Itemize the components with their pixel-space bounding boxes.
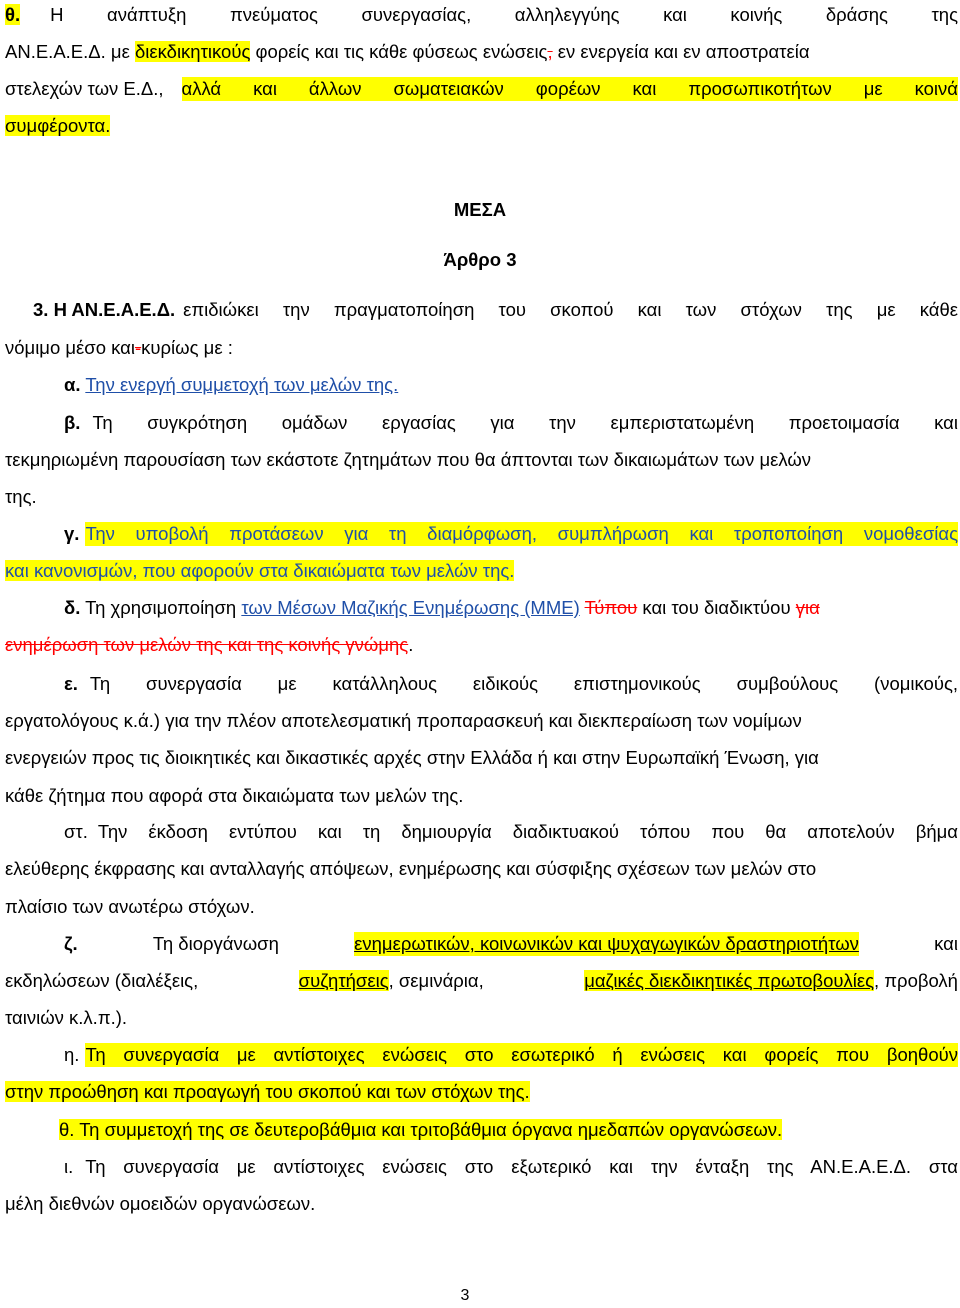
article-heading: Άρθρο 3: [443, 249, 517, 270]
alpha-marker: α.: [64, 374, 81, 395]
section-heading: ΜΕΣΑ: [453, 199, 507, 220]
beta-line-1-text: Τη συγκρότηση ομάδων εργασίας για την εμπεριστατωμένη προετοιμασία και: [92, 412, 958, 433]
st-line-2: ελεύθερης έκφρασης και ανταλλαγής απόψεων, ενημέρωσης και σύσφιξης σχέσεων των μελών στο: [5, 858, 817, 879]
intro-line-2c: κυρίως με :: [141, 337, 233, 358]
epsilon-line-2: εργατολόγους κ.ά.) για την πλέον αποτελεσματική προπαρασκευή και διεκπεραίωση των νομίμων: [5, 710, 802, 731]
zeta-activities-text: ενημερωτικών, κοινωνικών και ψυχαγωγικών δραστηριοτήτων: [354, 933, 859, 954]
iota-marker: ι.: [64, 1156, 74, 1177]
zeta-line-2: [5, 969, 958, 993]
iota-line-2: μέλη διεθνών ομοειδών οργανώσεων.: [5, 1193, 316, 1214]
beta-marker: β.: [64, 412, 81, 433]
epsilon-line-1: [64, 672, 958, 696]
theta-line-3-highlight: αλλά και άλλων σωματειακών φορέων και προσωπικοτήτων με κοινά: [181, 78, 958, 99]
delta-text-a: Τη χρησιμοποίηση: [85, 597, 237, 618]
zeta-line-1c: και: [934, 933, 958, 954]
theta-line-1-text: Η ανάπτυξη πνεύματος συνεργασίας, αλληλεγγύης και κοινής δράσης της: [50, 4, 958, 25]
theta-line-2-highlight: διεκδικητικούς: [134, 41, 251, 62]
theta-line-3a: στελεχών των Ε.Δ.,: [5, 78, 164, 99]
st-line-3: πλαίσιο των ανωτέρω στόχων.: [5, 896, 255, 917]
theta-paragraph-line-3: [5, 77, 958, 101]
eta-line-2: [5, 1080, 530, 1104]
theta-item-text: θ. Τη συμμετοχή της σε δευτεροβάθμια και τριτοβάθμια όργανα ημεδαπών οργανώσεων.: [59, 1119, 783, 1140]
zeta-discussions-text: συζητήσεις: [298, 970, 389, 991]
eta-line-2-text: στην προώθηση και προαγωγή του σκοπού και των στόχων της.: [5, 1081, 530, 1102]
theta-line-2-deleted: ,: [547, 41, 553, 62]
theta-item: [59, 1118, 782, 1142]
alpha-item: [64, 373, 398, 397]
iota-line-1: [64, 1155, 958, 1179]
theta-paragraph-line-1: [5, 3, 958, 27]
intro-line-2a: νόμιμο μέσο και: [5, 337, 135, 358]
theta-line-2e: εν ενεργεία και εν αποστρατεία: [557, 41, 810, 62]
delta-marker: δ.: [64, 597, 81, 618]
gamma-line-1: [64, 522, 958, 546]
theta-marker: θ.: [5, 4, 21, 25]
zeta-line-2e: , προβολή: [874, 970, 958, 991]
theta-line-4: συμφέροντα.: [5, 115, 111, 136]
eta-marker: η.: [64, 1044, 80, 1065]
delta-media-text: των Μέσων Μαζικής Ενημέρωσης (ΜΜΕ): [241, 597, 580, 618]
zeta-line-2a: εκδηλώσεων (διαλέξεις,: [5, 970, 199, 991]
eta-line-1: [64, 1043, 958, 1067]
beta-line-3: της.: [5, 486, 37, 507]
gamma-line-2-text: και κανονισμών, που αφορούν στα δικαιώματα των μελών της.: [5, 560, 515, 581]
intro-line-2: [5, 336, 233, 360]
gamma-line-1-text: Την υποβολή προτάσεων για τη διαμόρφωση, συμπλήρωση και τροποποίηση νομοθεσίας: [85, 523, 958, 544]
gamma-line-2: [5, 559, 514, 583]
st-line-1: [64, 820, 958, 844]
delta-line-end: .: [408, 634, 414, 655]
st-marker: στ.: [64, 821, 88, 842]
epsilon-line-1-text: Τη συνεργασία με κατάλληλους ειδικούς επιστημονικούς συμβούλους (νομικούς,: [89, 673, 958, 694]
delta-line-1: [64, 596, 820, 620]
beta-line-2: τεκμηριωμένη παρουσίαση των εκάστοτε ζητημάτων που θα άπτονται των δικαιωμάτων των μελών: [5, 449, 812, 470]
intro-deleted-dash: -: [134, 337, 142, 358]
delta-deleted-line: ενημέρωση των μελών της και της κοινής γνώμης: [5, 634, 409, 655]
zeta-line-1a: Τη διοργάνωση: [152, 933, 279, 954]
zeta-initiatives-text: μαζικές διεκδικητικές πρωτοβουλίες: [584, 970, 874, 991]
eta-line-1-text: Τη συνεργασία με αντίστοιχες ενώσεις στο εσωτερικό ή ενώσεις και φορείς που βοηθούν: [85, 1044, 958, 1065]
alpha-text: Την ενεργή συμμετοχή των μελών της.: [85, 374, 399, 395]
theta-paragraph-line-2: [5, 40, 810, 64]
theta-line-2c: φορείς και τις κάθε φύσεως ενώσεις: [255, 41, 548, 62]
intro-line-1-text: επιδιώκει την πραγματοποίηση του σκοπού και των στόχων της με κάθε: [183, 299, 958, 320]
zeta-line-1: [64, 932, 958, 956]
gamma-marker: γ.: [64, 523, 80, 544]
zeta-line-2c: , σεμινάρια,: [388, 970, 484, 991]
zeta-marker: ζ.: [64, 933, 78, 954]
delta-line-2: [5, 633, 413, 657]
page-number: 3: [460, 1287, 470, 1304]
theta-paragraph-line-4: [5, 114, 110, 138]
st-line-1-text: Την έκδοση εντύπου και τη δημιουργία διαδικτυακού τόπου που θα αποτελούν βήμα: [97, 821, 958, 842]
epsilon-line-3: ενεργειών προς τις διοικητικές και δικαστικές αρχές στην Ελλάδα ή και στην Ευρωπαϊκή Ένωση, για: [5, 747, 819, 768]
theta-line-2a: ΑΝ.Ε.Α.Ε.Δ. με: [5, 41, 130, 62]
delta-deleted-typou: Τύπου: [584, 597, 638, 618]
intro-article-ref: 3. Η ΑΝ.Ε.Α.Ε.Δ.: [33, 299, 176, 320]
delta-deleted-gia: για: [795, 597, 820, 618]
epsilon-marker: ε.: [64, 673, 78, 694]
beta-line-1: [64, 411, 958, 435]
epsilon-line-4: κάθε ζήτημα που αφορά στα δικαιώματα των μελών της.: [5, 785, 464, 806]
zeta-line-3: ταινιών κ.λ.π.).: [5, 1007, 128, 1028]
iota-line-1-text: Τη συνεργασία με αντίστοιχες ενώσεις στο εξωτερικό και την ένταξη της ΑΝ.Ε.Α.Ε.Δ. στα: [85, 1156, 958, 1177]
intro-line-1: [33, 298, 958, 322]
delta-text-d: και του διαδικτύου: [642, 597, 791, 618]
